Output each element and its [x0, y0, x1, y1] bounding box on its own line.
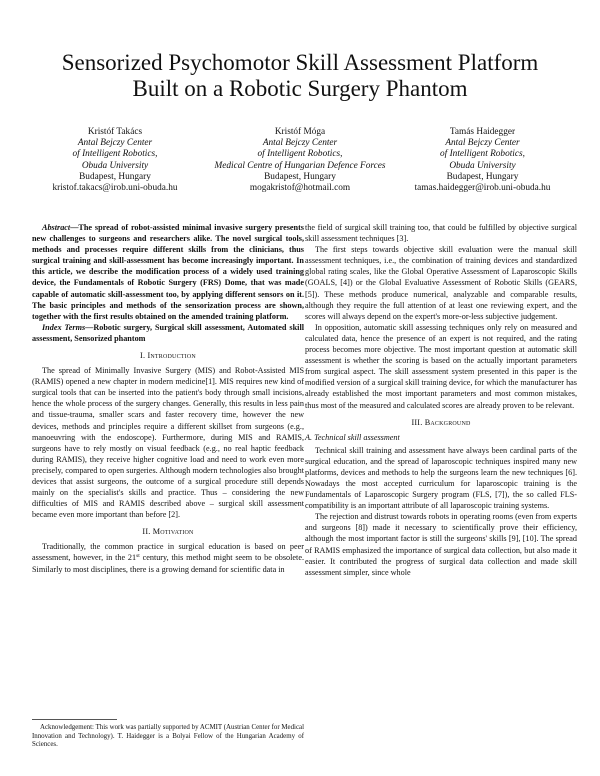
author-block-2: [195, 127, 405, 194]
footnote-rule: [32, 719, 117, 720]
abstract-text: —The spread of robot-assisted minimal invasive surgery presents new challenges to surgeons and researchers alike. The novel surgical tools, methods and processes require different skills from the clinicians, thus surgical training and skill-assessment has become increasingly important. In this article, we describe the modification process of a widely used training device, the Fundamentals of Robotic Surgery (FRS) Dome, that was made capable of automatic skill-assessment too, by applying different sensors on it. The basic principles and methods of the sensorization process are shown, together with the first results obtained on the amended training platform.: [32, 223, 304, 321]
author-affiliation: Antal Bejczy Center: [77, 138, 153, 149]
section-heading-motivation: II. Motivation: [142, 527, 194, 537]
author-affiliation: of Intelligent Robotics,: [440, 149, 525, 160]
author-affiliation: Medical Centre of Hungarian Defence Forces: [214, 160, 386, 171]
left-column: [32, 222, 304, 575]
motivation-paragraph-1-continued: the field of surgical skill training too, that could be fulfilled by objective surgical skill assessment techniques [3].: [305, 223, 577, 244]
author-location: Budapest, Hungary: [79, 171, 151, 182]
author-affiliation: of Intelligent Robotics,: [257, 149, 343, 160]
paper-title: [20, 50, 580, 102]
author-affiliation: Antal Bejczy Center: [262, 138, 338, 149]
introduction-paragraph: The spread of Minimally Invasive Surgery (MIS) and Robot-Assisted MIS (RAMIS) opened a new chapter in modern medicine[1]. MIS requires new kind of surgical tools that can be inserted into the patient's body through small incisions, hence the whole process of the surgery changes. Generally, this results in less pain and tissue-trauma, smaller scars and faster recovery time, however the new devices, methods and principles require a different skillset from surgeons (e.g., manoeuvring with the endoscope). Furthermore, during MIS and RAMIS, surgeons have to rely mostly on visual feedback (e.g., no real haptic feedback during RAMIS), they receive higher cognitive load and need to work even more precisely, compared to open surgeries. Although modern technologies also brought devices that assist surgeons, the outcome of a surgical procedure still depends mainly on the specialist's skills and practice. Thus – considering the new difficulties of MIS and RAMIS described above – surgical skill assessment became even more important than before [2].: [32, 366, 304, 520]
author-email: mogakristof@hotmail.com: [249, 183, 351, 194]
section-heading-background: III. Background: [411, 417, 471, 427]
author-block-3: [395, 127, 570, 194]
index-terms: [32, 322, 304, 344]
index-terms-text: —Robotic surgery, Surgical skill assessment, Automated skill assessment, Sensorized phantom: [32, 322, 304, 343]
author-name: Kristóf Móga: [274, 127, 326, 137]
background-paragraph-1: Technical skill training and assessment have always been cardinal parts of the surgical education, and the spread of laparoscopic techniques inspired many new platforms, devices and methods to help the surgeons learn the new techniques [6]. Nowadays the most accepted curriculum for laparoscopic training is the Fundamentals of Laparoscopic Surgery program (FLS, [7]), the so called FLS-compatibility is an important attribute of all laparoscopic training systems.: [305, 445, 577, 511]
background-paragraph-2: The rejection and distrust towards robots in operating rooms (even from experts and surgeons [8]) made it necessary to scientifically prove their efficiency, although the most important factor is still the surgeons' skills [9], [10]. The spread of RAMIS emphasized the importance of surgical data collection, but also made it easier. It contributed the progress of surgical data collection and made skill assessment simpler, since whole: [305, 512, 577, 577]
motivation-paragraph-2: The first steps towards objective skill evaluation were the manual skill assessment techniques, i.e., the combination of training devices and standardized global rating scales, like the Global Operative Assessment of Laparoscopic Skills (GOALS, [4]) or the Global Evaluative Assessment of Robotic Skills (GEARS, [5]). These methods produce numerical, analyzable and comparable results, although they require the full attention of at least one reviewing expert, and the scores will always depend on the expert's more-or-less subjective judgement.: [305, 245, 577, 321]
index-terms-label: Index Terms: [42, 322, 86, 332]
author-affiliation: Obuda University: [81, 160, 149, 171]
author-email: tamas.haidegger@irob.uni-obuda.hu: [414, 183, 551, 194]
abstract-label: Abstract: [42, 223, 71, 232]
author-name: Tamás Haidegger: [449, 127, 516, 137]
motivation-text-start: Traditionally, the common practice in surgical education is based on peer assessment, however, in the 21: [32, 542, 304, 563]
author-affiliation: Obuda University: [449, 160, 516, 171]
superscript: st: [136, 553, 140, 560]
title-line-2: Built on a Robotic Surgery Phantom: [132, 76, 468, 101]
author-name: Kristóf Takács: [87, 127, 143, 137]
footnote: Acknowledgement: This work was partially supported by ACMIT (Austrian Center for Medical Innovation and Technology). T. Haidegger is a Bolyai Fellow of the Hungarian Academy of Sciences.: [32, 724, 304, 748]
right-column: [305, 222, 577, 578]
author-affiliation: of Intelligent Robotics,: [72, 149, 158, 160]
author-affiliation: Antal Bejczy Center: [445, 138, 520, 149]
author-location: Budapest, Hungary: [264, 171, 336, 182]
motivation-text-end: century, this method might seem to be obsolete. Similarly to most disciplines, there is a growing demand for scientific data in: [32, 553, 304, 574]
author-location: Budapest, Hungary: [446, 171, 519, 182]
author-email: kristof.takacs@irob.uni-obuda.hu: [52, 183, 178, 194]
section-heading-introduction: I. Introduction: [140, 351, 196, 361]
author-block-1: [50, 127, 180, 194]
motivation-paragraph-1: [32, 541, 304, 574]
motivation-paragraph-3: In opposition, automatic skill assessing techniques only rely on measured and calculated data, hence the presence of an expert is not required, and the rating process becomes more objective. The most important question at automatic skill assessment is whether the scoring is based on the actually important parameters from surgical aspect. The skill assessment system presented in this paper is the modified version of a surgical skill training device, for which the manufacturer has already established the most important parameters and most common mistakes, thus most of the measured and calculated scores are already proven to be relevant.: [305, 322, 577, 410]
title-line-1: Sensorized Psychomotor Skill Assessment Platform: [61, 50, 539, 75]
abstract: [32, 222, 304, 322]
subsection-heading-technical-skill: A. Technical skill assessment: [305, 432, 400, 442]
